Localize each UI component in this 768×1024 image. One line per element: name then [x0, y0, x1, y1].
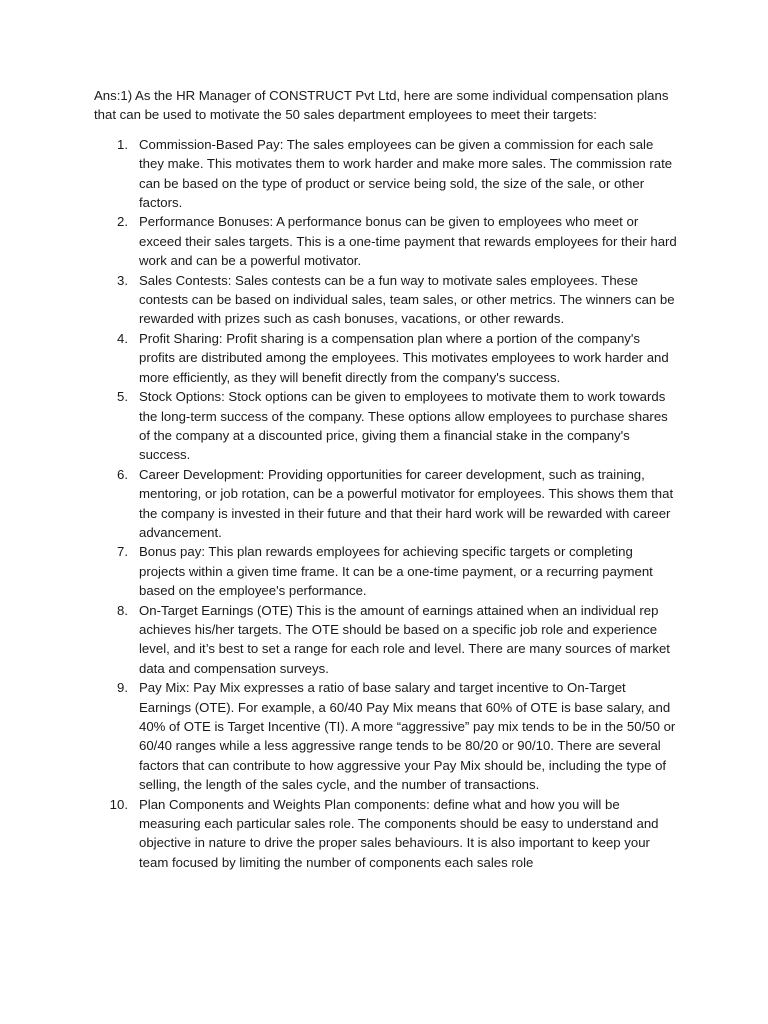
list-item-text: Performance Bonuses: A performance bonus can be given to employees who meet or exceed their sales targets. This is a one-time payment that rewards employees for their hard work and can be a powerful motivator. [139, 214, 677, 269]
list-item [94, 387, 679, 465]
list-item-number: 8. [117, 602, 128, 618]
list-item-text: Bonus pay: This plan rewards employees for achieving specific targets or completing projects within a given time frame. It can be a one-time payment, or a recurring payment based on the employee's performance. [139, 544, 653, 599]
list-item [94, 542, 679, 600]
list-item-number: 1. [117, 136, 128, 152]
intro-paragraph: Ans:1) As the HR Manager of CONSTRUCT Pvt Ltd, here are some individual compensation plans that can be used to motivate the 50 sales department employees to meet their targets: [94, 88, 669, 123]
list-item [94, 135, 679, 213]
list-item [94, 329, 679, 387]
list-item-number: 5. [117, 389, 128, 405]
list-item-number: 3. [117, 272, 128, 288]
list-item-text: Profit Sharing: Profit sharing is a compensation plan where a portion of the company's profits are distributed among the employees. This motivates employees to work harder and more efficiently, as they will benefit directly from the company's success. [139, 330, 669, 385]
document-page [94, 86, 679, 872]
list-item-text: Career Development: Providing opportunities for career development, such as training, mentoring, or job rotation, can be a powerful motivator for employees. This shows them that the company is invested in their future and that their hard work will be rewarded with career advancement. [139, 466, 674, 540]
list-item-text: Stock Options: Stock options can be given to employees to motivate them to work towards the long-term success of the company. These options allow employees to purchase shares of the company at a discounted price, giving them a financial stake in the company's success. [139, 389, 668, 463]
list-item [94, 212, 679, 270]
list-item-text: Commission-Based Pay: The sales employees can be given a commission for each sale they make. This motivates them to work harder and make more sales. The commission rate can be based on the type of product or service being sold, the size of the sale, or other factors. [139, 136, 673, 211]
list-item-number: 9. [117, 680, 128, 696]
list-item [94, 271, 679, 329]
list-item-number: 6. [117, 466, 128, 482]
list-item-text: On-Target Earnings (OTE) This is the amount of earnings attained when an individual rep achieves his/her targets. The OTE should be based on a specific job role and experience level, and it’s best to set a range for each role and level. There are many sources of market data and compensation surveys. [139, 602, 670, 676]
list-item-number: 7. [117, 544, 128, 560]
list-item [94, 795, 679, 873]
list-item-text: Plan Components and Weights Plan components: define what and how you will be measuring each particular sales role. The components should be easy to understand and objective in nature to drive the proper sales behaviours. It is also important to keep your team focused by limiting the number of components each sales role [139, 796, 659, 870]
list-item-text: Pay Mix: Pay Mix expresses a ratio of base salary and target incentive to On-Target Earnings (OTE). For example, a 60/40 Pay Mix means that 60% of OTE is base salary, and 40% of OTE is Target Incentive (TI). A more “aggressive” pay mix tends to be in the 50/50 or 60/40 ranges while a less aggressive range tends to be 80/20 or 90/10. There are several factors that can contribute to how aggressive your Pay Mix should be, including the type of selling, the length of the sales cycle, and the number of transactions. [139, 680, 676, 793]
list-item-text: Sales Contests: Sales contests can be a fun way to motivate sales employees. These contests can be based on individual sales, team sales, or other metrics. The winners can be rewarded with prizes such as cash bonuses, vacations, or other rewards. [139, 272, 675, 327]
list-item [94, 678, 679, 794]
list-item-number: 4. [117, 330, 128, 346]
compensation-plan-list [94, 135, 679, 872]
list-item [94, 465, 679, 543]
list-item-number: 10. [109, 796, 128, 812]
list-item [94, 601, 679, 679]
list-item-number: 2. [117, 214, 128, 230]
